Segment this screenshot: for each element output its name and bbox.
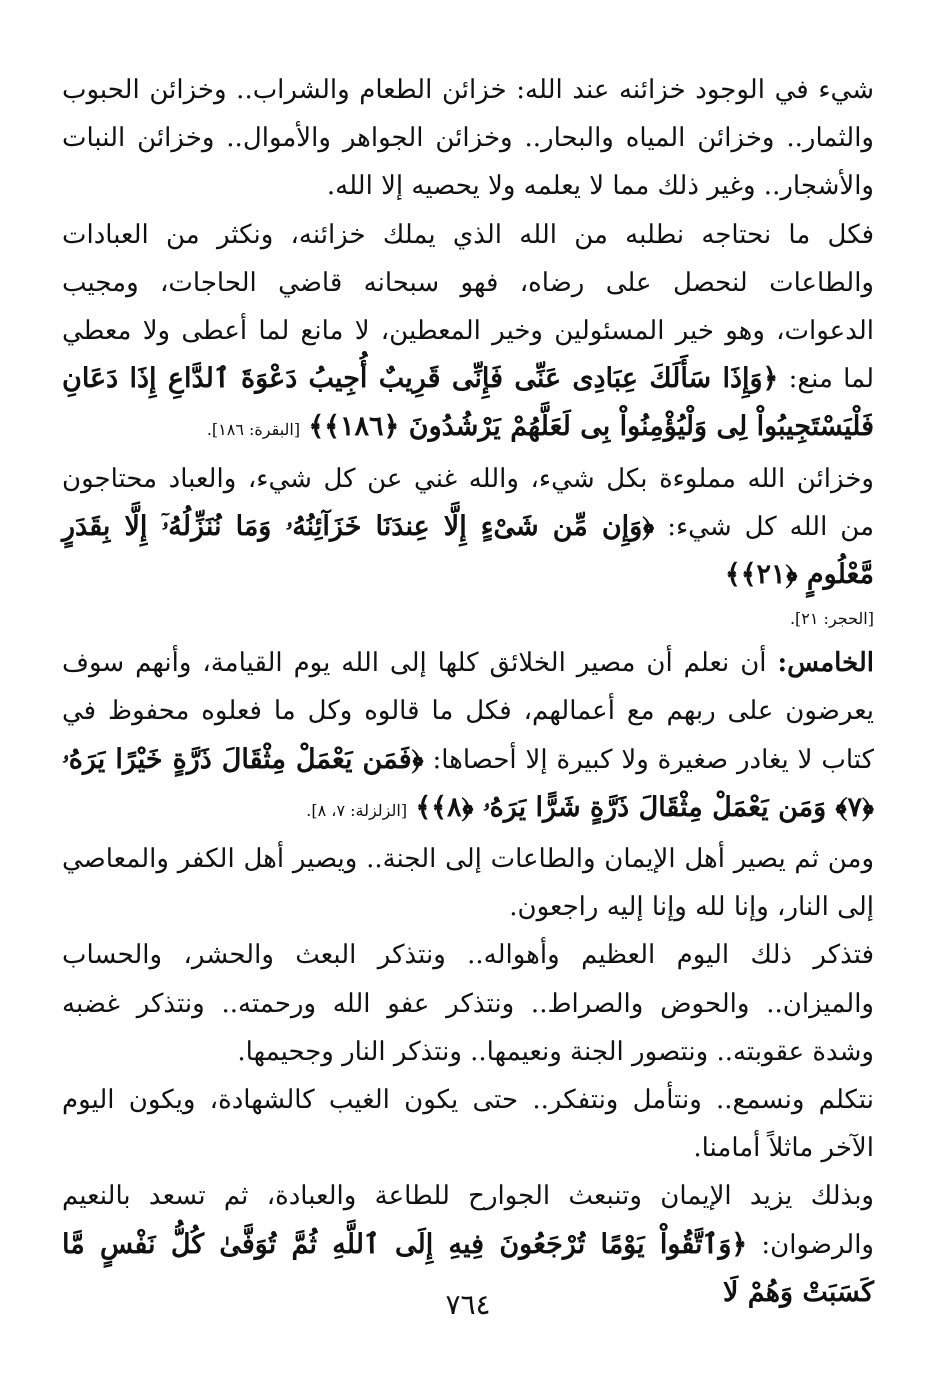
- paragraph-text: أن نعلم أن مصير الخلائق كلها إلى الله يوم القيامة، وأنهم سوف يعرضون على ربهم مع أعمالهم، فكل ما قالوه وكل ما فعلوه محفوظ في كتاب لا يغادر صغيرة ولا كبيرة إلا أحصاها:: [62, 648, 875, 775]
- paragraph-fifth: [62, 639, 874, 835]
- paragraph-text: ومن ثم يصير أهل الإيمان والطاعات إلى الجنة.. ويصير أهل الكفر والمعاصي إلى النار، وإنا لله وإنا إليه راجعون.: [62, 844, 874, 923]
- section-lead: الخامس:: [777, 648, 874, 679]
- page-body: [62, 66, 874, 1317]
- paragraph-remember-day: [62, 931, 874, 1076]
- paragraph-reflect: [62, 1076, 874, 1172]
- quran-verse: ﴿فَمَن يَعْمَلْ مِثْقَالَ ذَرَّةٍ خَيْرًا يَرَهُۥ ﴿٧﴾ وَمَن يَعْمَلْ مِثْقَالَ ذَرَّةٍ شَرًّا يَرَهُۥ ﴿٨﴾﴾: [62, 743, 874, 823]
- quran-verse: ﴿وَٱتَّقُواْ يَوْمًا تُرْجَعُونَ فِيهِ إِلَى ٱللَّهِ ثُمَّ تُوَفَّىٰ كُلُّ نَفْسٍ مَّا كَسَبَتْ وَهُمْ لَا: [62, 1228, 874, 1308]
- quran-verse: ﴿وَإِذَا سَأَلَكَ عِبَادِى عَنِّى فَإِنِّى قَرِيبٌ أُجِيبُ دَعْوَةَ ٱلدَّاعِ إِذَا دَعَانِ فَلْيَسْتَجِيبُواْ لِى وَلْيُؤْمِنُواْ بِى لَعَلَّهُمْ يَرْشُدُونَ ﴿١٨٦﴾﴾: [62, 363, 874, 443]
- paragraph-text: وخزائن الله مملوءة بكل شيء، والله غني عن كل شيء، والعباد محتاجون من الله كل شيء:: [62, 463, 875, 542]
- quran-verse: ﴿وَإِن مِّن شَىْءٍ إِلَّا عِندَنَا خَزَآئِنُهُۥ وَمَا نُنَزِّلُهُۥٓ إِلَّا بِقَدَرٍ مَّعْلُومٍ ﴿٢١﴾﴾: [62, 510, 874, 591]
- paragraph-text: فتذكر ذلك اليوم العظيم وأهواله.. ونتذكر البعث والحشر، والحساب والميزان.. والحوض والصراط.. ونتذكر عفو الله ورحمته.. ونتذكر غضبه وشدة عقوبته.. ونتصور الجنة ونعيمها.. ونتذكر النار وجحيمها.: [62, 940, 874, 1067]
- paragraph-asking-allah: [62, 211, 874, 455]
- paragraph-treasures: [62, 66, 874, 211]
- page-number: ٧٦٤: [445, 1288, 491, 1321]
- verse-reference: [البقرة: ١٨٦].: [206, 420, 301, 440]
- paragraph-text: شيء في الوجود خزائنه عند الله: خزائن الطعام والشراب.. وخزائن الحبوب والثمار.. وخزائن المياه والبحار.. وخزائن الجواهر والأموال.. وخزائن النبات والأشجار.. وغير ذلك مما لا يعلمه ولا يحصيه إلا الله.: [62, 75, 874, 202]
- paragraph-text: وبذلك يزيد الإيمان وتنبعث الجوارح للطاعة والعبادة، ثم تسعد بالنعيم والرضوان:: [62, 1181, 874, 1260]
- paragraph-text: نتكلم ونسمع.. ونتأمل ونتفكر.. حتى يكون الغيب كالشهادة، ويكون اليوم الآخر ماثلاً أمامنا.: [62, 1085, 874, 1164]
- verse-reference: [الزلزلة: ٧، ٨].: [306, 800, 408, 820]
- paragraph-paradise-fire: [62, 835, 874, 931]
- verse-reference: [الحجر: ٢١].: [789, 609, 874, 629]
- paragraph-text: فكل ما نحتاجه نطلبه من الله الذي يملك خزائنه، ونكثر من العبادات والطاعات لنحصل على رضاه، فهو سبحانه قاضي الحاجات، ومجيب الدعوات، وهو خير المسئولين وخير المعطين، لا مانع لما أعطى ولا معطي لما منع:: [62, 219, 875, 395]
- paragraph-treasures-full: [62, 455, 874, 600]
